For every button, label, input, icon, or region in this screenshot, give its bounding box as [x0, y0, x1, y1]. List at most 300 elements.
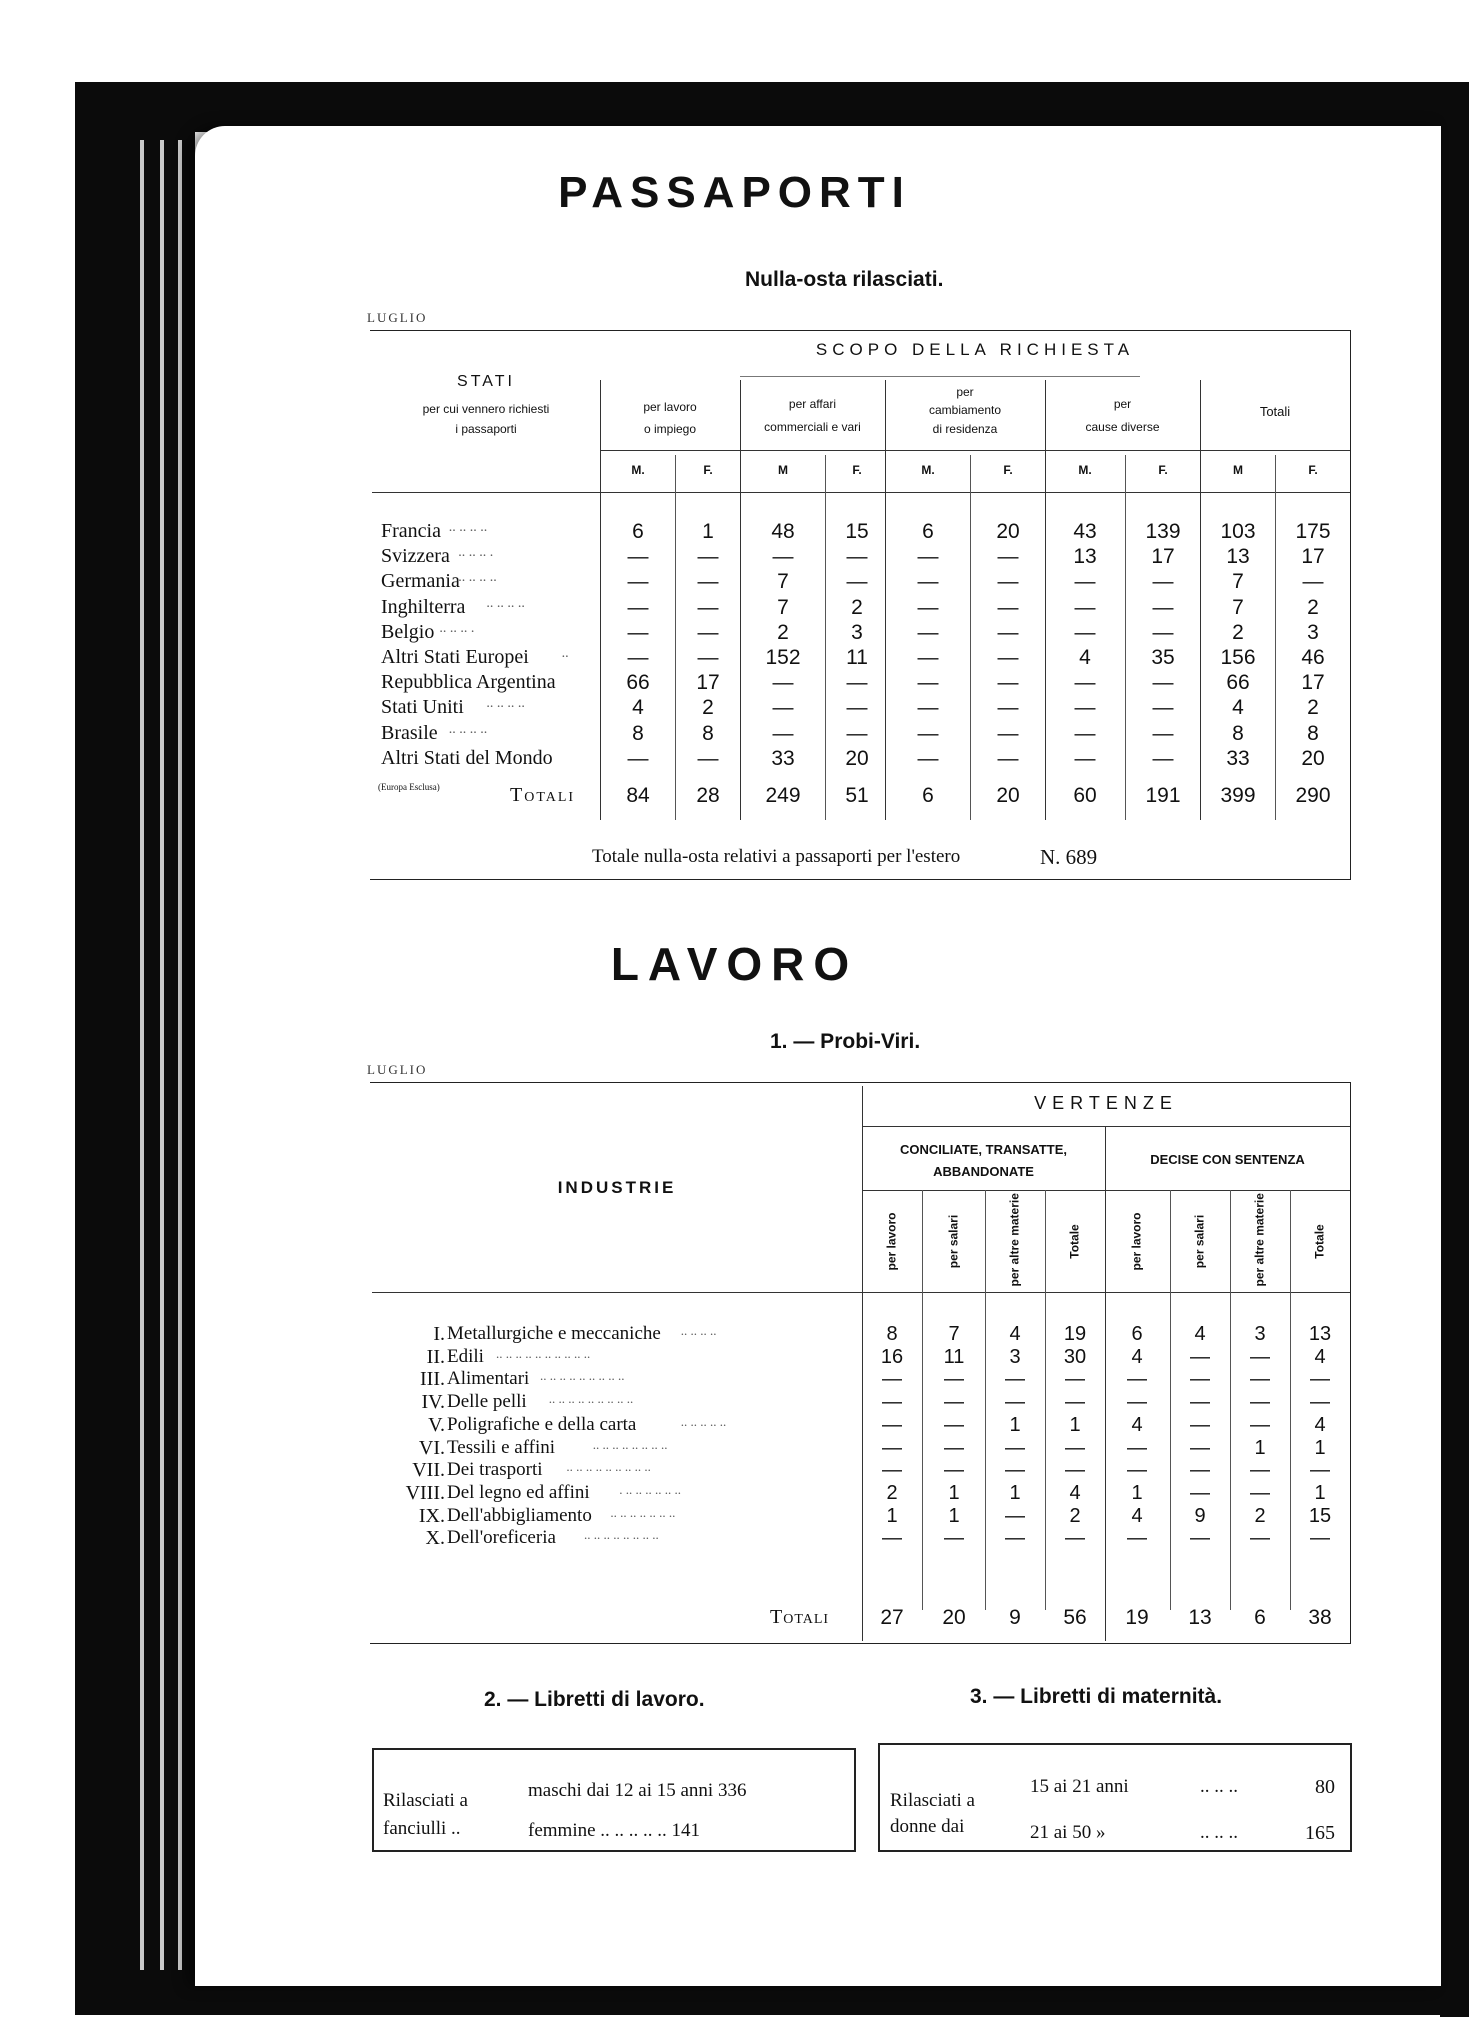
table-cell: 9 — [1194, 1504, 1206, 1527]
table-cell: 4 — [632, 696, 644, 720]
table-cell: — — [1005, 1527, 1025, 1550]
table-cell: 2 — [886, 1481, 898, 1504]
total-cell: 6 — [1254, 1606, 1266, 1629]
table-rule — [1105, 1126, 1106, 1641]
table-cell: — — [1152, 595, 1174, 619]
table-rule — [600, 450, 1350, 451]
column-header: per altre materie — [1252, 1193, 1267, 1287]
table-cell: — — [1152, 746, 1174, 770]
table-cell: — — [944, 1391, 964, 1414]
header-decise: DECISE CON SENTENZA — [1150, 1152, 1305, 1167]
table-cell: 1 — [1131, 1481, 1143, 1504]
table-cell: 4 — [1079, 646, 1091, 669]
industry-label: Alimentari — [447, 1368, 530, 1390]
table-cell: 7 — [948, 1323, 960, 1345]
table-cell: — — [1310, 1459, 1330, 1482]
libretti-maternita-label2: donne dai — [890, 1816, 965, 1837]
table-cell: 2 — [1254, 1504, 1266, 1527]
table-cell: 152 — [765, 646, 801, 669]
table-cell: — — [772, 696, 794, 720]
table-cell: 13 — [1226, 545, 1250, 569]
header-stati-sub1: per cui vennero richiesti — [422, 402, 550, 416]
table-cell: 1 — [1069, 1413, 1081, 1436]
table-cell: — — [1065, 1527, 1085, 1550]
header-group-diverse-2: cause diverse — [1085, 420, 1160, 434]
table-cell: — — [882, 1368, 902, 1391]
table-cell: — — [1005, 1368, 1025, 1391]
country-label: Svizzera — [381, 545, 450, 568]
table-cell: 35 — [1151, 646, 1175, 669]
table-cell: — — [1190, 1391, 1210, 1414]
table-rule — [1200, 380, 1201, 820]
total-cell: 27 — [880, 1606, 904, 1629]
table-cell: — — [627, 646, 649, 669]
table-cell: 4 — [1314, 1345, 1326, 1368]
table-rule — [922, 1190, 923, 1610]
table-cell: 4 — [1131, 1345, 1143, 1368]
total-cell: 249 — [765, 784, 801, 807]
libretti-lavoro-line1: maschi dai 12 ai 15 anni 336 — [528, 1780, 747, 1801]
header-group-affari-1: per affari — [788, 397, 837, 411]
table-rule — [675, 455, 676, 820]
table-cell: — — [944, 1368, 964, 1391]
table-cell: 4 — [1232, 696, 1244, 720]
header-mf: F. — [1308, 463, 1318, 477]
total-cell: 20 — [942, 1606, 966, 1629]
table-cell: 4 — [1314, 1413, 1326, 1436]
leader-dots: .. .. .. .. — [486, 595, 525, 611]
country-label: Repubblica Argentina — [381, 671, 556, 694]
table-cell: 15 — [1308, 1504, 1332, 1527]
table-cell: — — [997, 646, 1019, 669]
table-cell: — — [1065, 1391, 1085, 1414]
table-cell: — — [846, 721, 868, 745]
table-cell: 2 — [1232, 620, 1244, 644]
table-cell: — — [1065, 1436, 1085, 1459]
table-cell: 4 — [1069, 1481, 1081, 1504]
table-cell: 1 — [948, 1481, 960, 1504]
table-cell: — — [1127, 1436, 1147, 1459]
leader-dots: .. .. .. . — [458, 545, 494, 561]
passaporti-footer-text: Totale nulla-osta relativi a passaporti per l'estero — [592, 846, 961, 867]
table-cell: 4 — [1131, 1504, 1143, 1527]
table-cell: — — [1065, 1368, 1085, 1391]
table-rule — [885, 380, 886, 820]
table-cell: — — [917, 646, 939, 669]
table-cell: 30 — [1063, 1345, 1087, 1368]
header-mf: M. — [921, 463, 935, 477]
table-cell: 7 — [1232, 595, 1244, 619]
header-mf: F. — [852, 463, 862, 477]
table-cell: 8 — [1307, 721, 1319, 745]
table-cell: — — [917, 721, 939, 745]
table-cell: — — [772, 671, 794, 695]
page-edge — [178, 140, 182, 1970]
column-header: per salari — [1192, 1214, 1207, 1269]
table-cell: 1 — [886, 1504, 898, 1527]
table-cell: — — [1310, 1527, 1330, 1550]
table-cell: 1 — [1254, 1436, 1266, 1459]
table-cell: 156 — [1220, 646, 1256, 669]
table-cell: — — [917, 620, 939, 644]
table-cell: — — [1074, 671, 1096, 695]
table-rule — [372, 492, 1350, 493]
leader-dots: .. .. .. . — [439, 620, 475, 636]
table-rule — [1275, 455, 1276, 820]
leader-dots: . .. .. .. .. .. .. — [619, 1481, 681, 1497]
table-cell: — — [1127, 1527, 1147, 1550]
libretti-maternita-line2: 21 ai 50 » — [1030, 1822, 1106, 1843]
total-cell: 191 — [1145, 784, 1181, 807]
page-edge — [140, 140, 144, 1970]
total-cell: 56 — [1063, 1606, 1087, 1629]
industry-label: Dei trasporti — [447, 1459, 543, 1481]
table-cell: 8 — [1232, 721, 1244, 745]
industry-number: X. — [425, 1527, 445, 1550]
table-cell: — — [944, 1436, 964, 1459]
leader-dots: .. .. .. .. .. .. .. .. — [592, 1436, 668, 1452]
table-cell: — — [697, 746, 719, 770]
table-cell: 13 — [1308, 1323, 1332, 1345]
header-mf: M — [1233, 463, 1243, 477]
header-mf: F. — [703, 463, 713, 477]
passaporti-footer-n: N. 689 — [1040, 845, 1098, 869]
table-cell: — — [1074, 696, 1096, 720]
table-cell: — — [1152, 570, 1174, 594]
header-mf: F. — [1003, 463, 1013, 477]
table-cell: 7 — [1232, 570, 1244, 594]
table-cell: — — [627, 545, 649, 569]
table-cell: 3 — [1254, 1323, 1266, 1345]
table-cell: — — [1127, 1368, 1147, 1391]
table-cell: 15 — [845, 520, 869, 543]
libretti-maternita-title: 3. — Libretti di maternità. — [970, 1685, 1223, 1708]
table-cell: 16 — [880, 1345, 904, 1368]
table-cell: 1 — [1009, 1481, 1021, 1504]
table-cell: — — [1302, 570, 1324, 594]
column-header: per salari — [946, 1214, 961, 1269]
libretti-maternita-line2-dots: .. .. .. — [1200, 1822, 1238, 1843]
table-cell: — — [1152, 620, 1174, 644]
table-cell: 19 — [1063, 1323, 1087, 1345]
table-cell: — — [1152, 696, 1174, 720]
country-label: Francia — [381, 520, 441, 542]
industry-number: III. — [420, 1368, 445, 1391]
table-cell: — — [917, 746, 939, 770]
table-rule — [600, 380, 601, 820]
table-cell: — — [1190, 1459, 1210, 1482]
column-header: Totale — [1312, 1224, 1327, 1259]
table-cell: — — [1005, 1459, 1025, 1482]
table-cell: — — [697, 646, 719, 669]
country-label: Altri Stati del Mondo — [381, 746, 553, 769]
table-cell: 2 — [1307, 595, 1319, 619]
industry-number: II. — [426, 1345, 445, 1368]
table-cell: 2 — [1307, 696, 1319, 720]
libretti-maternita-line1: 15 ai 21 anni — [1030, 1776, 1129, 1797]
header-mf: M — [778, 463, 788, 477]
leader-dots: .. .. .. .. — [458, 570, 497, 586]
table-cell: 139 — [1145, 520, 1181, 543]
table-cell: — — [1190, 1345, 1210, 1368]
leader-dots: .. .. .. .. — [486, 696, 525, 712]
total-cell: 38 — [1308, 1606, 1332, 1629]
header-vertenze: VERTENZE — [1034, 1093, 1178, 1113]
table-cell: — — [1074, 595, 1096, 619]
table-cell: — — [1250, 1413, 1270, 1436]
table-cell: — — [1250, 1527, 1270, 1550]
leader-dots: .. .. .. .. .. .. .. .. .. .. — [496, 1345, 591, 1361]
total-cell: 6 — [922, 784, 934, 807]
table-cell: 4 — [1194, 1323, 1206, 1345]
table-rule — [970, 455, 971, 820]
header-mf: M. — [1078, 463, 1092, 477]
table-cell: — — [1127, 1391, 1147, 1414]
table-cell: — — [1152, 671, 1174, 695]
table-rule — [372, 1292, 1350, 1293]
table-cell: — — [1310, 1391, 1330, 1414]
header-group-residenza-3: di residenza — [932, 422, 998, 436]
header-group-lavoro-2: o impiego — [643, 422, 697, 436]
table-cell: — — [846, 570, 868, 594]
table-cell: 33 — [1226, 746, 1250, 770]
table-cell: — — [997, 595, 1019, 619]
table-cell: — — [997, 746, 1019, 770]
table-cell: — — [697, 620, 719, 644]
table-rule — [1290, 1190, 1291, 1610]
table-rule — [825, 455, 826, 820]
table-cell: 48 — [771, 520, 795, 543]
lavoro-subtitle: 1. — Probi-Viri. — [770, 1030, 921, 1053]
header-stati-sub2: i passaporti — [455, 422, 517, 436]
table-cell: — — [846, 696, 868, 720]
table-cell: 33 — [771, 746, 795, 770]
table-cell: — — [1190, 1413, 1210, 1436]
header-conciliate: CONCILIATE, TRANSATTE, — [899, 1142, 1068, 1157]
table-cell: 20 — [1301, 746, 1325, 770]
table-cell: — — [997, 545, 1019, 569]
table-cell: 11 — [943, 1345, 965, 1368]
industry-label: Delle pelli — [447, 1391, 527, 1413]
table-cell: — — [1190, 1481, 1210, 1504]
table-rule — [740, 376, 1140, 377]
table-rule — [1125, 455, 1126, 820]
header-group-diverse-1: per — [1113, 397, 1132, 411]
table-cell: 46 — [1301, 646, 1325, 669]
total-cell: 399 — [1220, 784, 1256, 807]
passaporti-title: PASSAPORTI — [558, 168, 911, 217]
table-cell: 2 — [777, 620, 789, 644]
scan-border-bottom — [75, 1985, 1465, 2015]
country-label: Stati Uniti — [381, 696, 464, 719]
header-group-totali: Totali — [1259, 404, 1291, 419]
table-cell: — — [944, 1459, 964, 1482]
table-cell: — — [944, 1527, 964, 1550]
country-label: Inghilterra — [381, 595, 466, 618]
table-cell: — — [1310, 1368, 1330, 1391]
table-cell: 175 — [1295, 520, 1331, 543]
table-rule — [1230, 1190, 1231, 1610]
country-label: Altri Stati Europei — [381, 646, 529, 668]
table-cell: — — [1250, 1368, 1270, 1391]
table-rule — [1170, 1190, 1171, 1610]
table-cell: 20 — [996, 520, 1020, 543]
scan-border-right — [1440, 82, 1469, 2017]
total-cell: 290 — [1295, 784, 1331, 807]
table-cell: 8 — [702, 721, 714, 745]
table-rule — [740, 380, 741, 820]
table-cell: 4 — [1131, 1413, 1143, 1436]
total-cell: 28 — [696, 784, 720, 807]
leader-dots: .. .. .. .. — [448, 721, 488, 737]
table-cell: 8 — [886, 1323, 898, 1345]
table-cell: 17 — [1301, 545, 1325, 569]
table-cell: — — [917, 595, 939, 619]
table-cell: — — [917, 570, 939, 594]
industry-label: Edili — [447, 1345, 484, 1367]
lavoro-title: LAVORO — [610, 938, 859, 990]
table-cell: 1 — [702, 520, 714, 543]
libretti-maternita-label1: Rilasciati a — [890, 1790, 975, 1811]
page-edge — [160, 140, 164, 1970]
table-cell: 8 — [632, 721, 644, 745]
total-cell: 51 — [845, 784, 869, 807]
industry-label: Del legno ed affini — [447, 1481, 590, 1503]
table-cell: — — [882, 1527, 902, 1550]
europa-esclusa-note: (Europa Esclusa) — [378, 782, 440, 792]
table-cell: — — [1005, 1436, 1025, 1459]
lavoro-totali-label: Totali — [770, 1606, 830, 1628]
table-cell: 17 — [1301, 671, 1325, 695]
country-label: Belgio — [381, 620, 435, 643]
table-cell: — — [882, 1391, 902, 1414]
table-cell: — — [1005, 1391, 1025, 1414]
table-cell: 6 — [632, 520, 644, 543]
table-cell: 1 — [1314, 1436, 1326, 1459]
table-rule — [1045, 1190, 1046, 1610]
industry-number: VII. — [412, 1459, 445, 1482]
column-header: Totale — [1067, 1224, 1082, 1259]
libretti-lavoro-label2: fanciulli .. — [383, 1818, 461, 1839]
table-cell: 7 — [777, 595, 789, 619]
table-cell: — — [944, 1413, 964, 1436]
table-cell: 6 — [922, 520, 934, 543]
table-cell: 3 — [1009, 1345, 1021, 1368]
leader-dots: .. .. .. .. .. .. .. .. .. — [566, 1459, 651, 1475]
table-cell: — — [697, 545, 719, 569]
table-cell: — — [772, 721, 794, 745]
industry-number: VI. — [418, 1436, 445, 1459]
total-cell: 19 — [1125, 1606, 1149, 1629]
column-header: per altre materie — [1007, 1193, 1022, 1287]
industry-label: Metallurgiche e meccaniche — [447, 1323, 661, 1344]
leader-dots: .. .. .. .. .. .. .. — [610, 1504, 676, 1520]
table-cell: 103 — [1220, 520, 1256, 543]
libretti-lavoro-title: 2. — Libretti di lavoro. — [484, 1688, 705, 1711]
libretti-lavoro-line2: femmine .. .. .. .. .. 141 — [528, 1820, 701, 1841]
table-cell: 2 — [1069, 1504, 1081, 1527]
libretti-maternita-line2-value: 165 — [1305, 1822, 1335, 1844]
table-cell: — — [697, 570, 719, 594]
total-cell: 84 — [626, 784, 650, 807]
table-cell: — — [1065, 1459, 1085, 1482]
table-cell: — — [627, 595, 649, 619]
table-cell: — — [1250, 1481, 1270, 1504]
country-label: Germania — [381, 570, 460, 593]
table-cell: — — [1127, 1459, 1147, 1482]
table-cell: — — [1152, 721, 1174, 745]
header-group-lavoro-1: per lavoro — [643, 400, 697, 414]
header-scopo: SCOPO DELLA RICHIESTA — [815, 340, 1135, 359]
table-cell: — — [1074, 746, 1096, 770]
table-cell: 20 — [845, 746, 869, 770]
header-industrie: INDUSTRIE — [557, 1178, 677, 1197]
industry-label: Dell'oreficeria — [447, 1527, 556, 1549]
industry-number: VIII. — [405, 1481, 445, 1504]
total-cell: 9 — [1009, 1606, 1021, 1629]
table-cell: — — [1005, 1504, 1025, 1527]
table-cell: — — [997, 696, 1019, 720]
table-cell: 11 — [846, 646, 868, 669]
passaporti-totali-label: Totali — [510, 784, 576, 806]
table-cell: — — [882, 1436, 902, 1459]
table-cell: — — [1190, 1368, 1210, 1391]
column-header: per lavoro — [884, 1212, 899, 1271]
total-cell: 20 — [996, 784, 1020, 807]
lavoro-month: LUGLIO — [367, 1062, 428, 1077]
table-cell: — — [1250, 1391, 1270, 1414]
leader-dots: .. .. .. .. — [448, 520, 488, 535]
total-cell: 13 — [1188, 1606, 1212, 1629]
scan-border-left — [75, 82, 195, 2012]
industry-number: IX. — [418, 1504, 445, 1527]
table-cell: — — [846, 545, 868, 569]
passaporti-month: LUGLIO — [367, 310, 428, 325]
table-cell: 3 — [1307, 620, 1319, 644]
libretti-maternita-line1-value: 80 — [1315, 1776, 1335, 1798]
table-cell: 2 — [702, 696, 714, 720]
table-cell: — — [846, 671, 868, 695]
header-group-residenza-1: per — [956, 385, 974, 399]
industry-label: Tessili e affini — [447, 1436, 556, 1458]
industry-label: Dell'abbigliamento — [447, 1504, 592, 1526]
leader-dots: .. .. .. .. .. — [680, 1413, 727, 1429]
table-cell: 17 — [696, 671, 720, 695]
leader-dots: .. .. .. .. .. .. .. .. .. — [548, 1391, 634, 1407]
table-cell: 1 — [1314, 1481, 1326, 1504]
table-cell: 13 — [1073, 545, 1097, 569]
table-cell: — — [1190, 1527, 1210, 1550]
column-header: per lavoro — [1129, 1212, 1144, 1271]
industry-label: Poligrafiche e della carta — [447, 1413, 637, 1435]
table-cell: — — [917, 696, 939, 720]
leader-dots: .. .. .. .. .. .. .. .. — [584, 1527, 659, 1543]
table-cell: — — [1074, 620, 1096, 644]
scan-border-top — [75, 82, 1465, 132]
table-cell: 6 — [1131, 1323, 1143, 1345]
table-cell: 2 — [851, 595, 863, 619]
table-cell: — — [627, 746, 649, 770]
table-cell: — — [1074, 570, 1096, 594]
table-cell: — — [997, 721, 1019, 745]
table-cell: — — [1250, 1345, 1270, 1368]
table-cell: — — [627, 620, 649, 644]
table-rule — [1045, 380, 1046, 820]
passaporti-subtitle: Nulla-osta rilasciati. — [745, 268, 944, 291]
table-cell: 4 — [1009, 1323, 1021, 1345]
industry-number: V. — [428, 1413, 445, 1436]
header-abbandonate: ABBANDONATE — [933, 1164, 1034, 1179]
